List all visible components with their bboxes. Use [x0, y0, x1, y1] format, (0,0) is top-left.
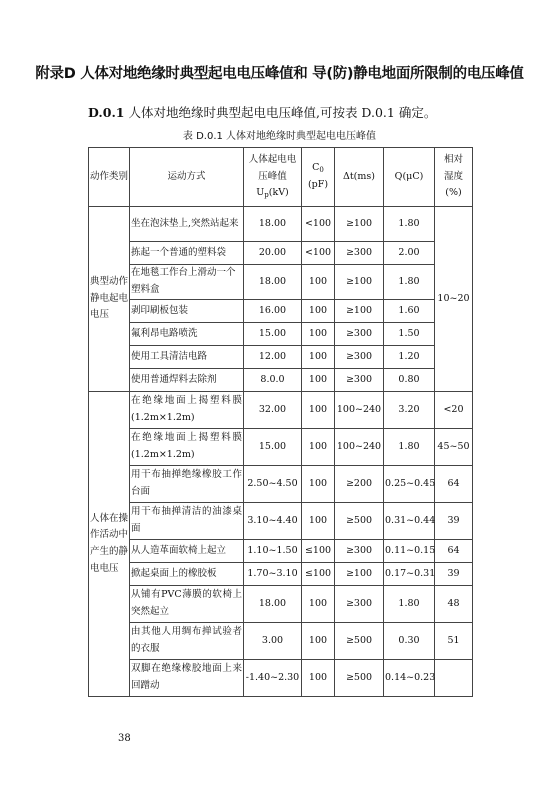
motion-cell: 剥印刷板包装: [130, 300, 244, 323]
capacitance-cell: 100: [302, 623, 335, 660]
table-row: [89, 466, 473, 503]
capacitance-cell: 100: [302, 323, 335, 346]
voltage-table: [88, 147, 473, 697]
humidity-cell: 39: [435, 503, 473, 540]
motion-cell: 用干布抽掸绝缘橡胶工作台面: [130, 466, 244, 503]
humidity-cell: 64: [435, 466, 473, 503]
capacitance-cell: ≤100: [302, 563, 335, 586]
table-row: [89, 540, 473, 563]
time-cell: ≥100: [335, 207, 384, 242]
header-delta-time: Δt(ms): [335, 148, 384, 207]
charge-cell: 2.00: [384, 242, 435, 265]
table-row: [89, 369, 473, 392]
voltage-cell: 18.00: [244, 586, 302, 623]
clause-number: D.0.1: [88, 105, 125, 120]
table-row: [89, 346, 473, 369]
humidity-cell: 64: [435, 540, 473, 563]
motion-cell: 使用工具清洁电路: [130, 346, 244, 369]
charge-cell: 3.20: [384, 392, 435, 429]
charge-cell: 1.80: [384, 429, 435, 466]
capacitance-cell: 100: [302, 429, 335, 466]
voltage-cell: 18.00: [244, 265, 302, 300]
capacitance-cell: 100: [302, 466, 335, 503]
table-header-row: [89, 148, 473, 207]
motion-cell: 双脚在绝缘橡胶地面上来回蹭动: [130, 660, 244, 697]
motion-cell: 从人造革面软椅上起立: [130, 540, 244, 563]
header-action-category: 动作类别: [89, 148, 130, 207]
motion-cell: 拣起一个普通的塑料袋: [130, 242, 244, 265]
voltage-cell: 8.0.0: [244, 369, 302, 392]
voltage-cell: 3.10~4.40: [244, 503, 302, 540]
voltage-cell: -1.40~2.30: [244, 660, 302, 697]
table-caption: 表 D.0.1 人体对地绝缘时典型起电电压峰值: [182, 131, 377, 142]
time-cell: ≥500: [335, 660, 384, 697]
capacitance-cell: 100: [302, 392, 335, 429]
voltage-cell: 16.00: [244, 300, 302, 323]
motion-cell: 坐在泡沫垫上,突然站起来: [130, 207, 244, 242]
time-cell: ≥500: [335, 503, 384, 540]
motion-cell: 从铺有PVC薄膜的软椅上突然起立: [130, 586, 244, 623]
capacitance-cell: 100: [302, 265, 335, 300]
table-row: [89, 300, 473, 323]
table-row: [89, 660, 473, 697]
table-row: [89, 207, 473, 242]
time-cell: ≥100: [335, 300, 384, 323]
humidity-cell: 45~50: [435, 429, 473, 466]
humidity-cell: <20: [435, 392, 473, 429]
header-relative-humidity: 相对 湿度 (%): [435, 148, 473, 207]
motion-cell: 在绝缘地面上揭塑料膜(1.2m×1.2m): [130, 392, 244, 429]
voltage-cell: 1.10~1.50: [244, 540, 302, 563]
voltage-cell: 3.00: [244, 623, 302, 660]
time-cell: ≥500: [335, 623, 384, 660]
charge-cell: 0.11~0.15: [384, 540, 435, 563]
capacitance-cell: 100: [302, 369, 335, 392]
motion-cell: 用干布抽掸清洁的油漆桌面: [130, 503, 244, 540]
time-cell: ≥300: [335, 540, 384, 563]
capacitance-cell: 100: [302, 503, 335, 540]
capacitance-cell: <100: [302, 207, 335, 242]
voltage-cell: 32.00: [244, 392, 302, 429]
charge-cell: 0.17~0.31: [384, 563, 435, 586]
table-row: [89, 392, 473, 429]
time-cell: ≥200: [335, 466, 384, 503]
intro-text: 人体对地绝缘时典型起电电压峰值,可按表 D.0.1 确定。: [124, 105, 437, 120]
voltage-cell: 2.50~4.50: [244, 466, 302, 503]
motion-cell: 掀起桌面上的橡胶板: [130, 563, 244, 586]
charge-cell: 1.20: [384, 346, 435, 369]
charge-cell: 1.60: [384, 300, 435, 323]
charge-cell: 0.30: [384, 623, 435, 660]
charge-cell: 0.14~0.23: [384, 660, 435, 697]
header-charge: Q(μC): [384, 148, 435, 207]
charge-cell: 0.80: [384, 369, 435, 392]
voltage-cell: 12.00: [244, 346, 302, 369]
humidity-cell: 51: [435, 623, 473, 660]
page-title: 附录D 人体对地绝缘时典型起电电压峰值和 导(防)静电地面所限制的电压峰值: [35, 66, 524, 82]
voltage-cell: 20.00: [244, 242, 302, 265]
group-label-typical: 典型动作静电起电电压: [89, 207, 130, 392]
table-row: [89, 563, 473, 586]
humidity-cell-group: 10~20: [435, 207, 473, 392]
table-row: [89, 323, 473, 346]
charge-cell: 0.31~0.44: [384, 503, 435, 540]
capacitance-cell: 100: [302, 346, 335, 369]
page-number: 38: [118, 733, 131, 744]
header-voltage-peak: 人体起电电 压峰值 $U_p(kV)$: [244, 148, 302, 207]
capacitance-cell: ≤100: [302, 540, 335, 563]
humidity-cell: [435, 660, 473, 697]
time-cell: ≥300: [335, 323, 384, 346]
header-motion-mode: 运动方式: [130, 148, 244, 207]
motion-cell: 在绝缘地面上揭塑料膜(1.2m×1.2m): [130, 429, 244, 466]
charge-cell: 1.50: [384, 323, 435, 346]
time-cell: ≥100: [335, 563, 384, 586]
group-label-operation: 人体在操作活动中产生的静电电压: [89, 392, 130, 697]
charge-cell: 1.80: [384, 207, 435, 242]
table-row: [89, 265, 473, 300]
capacitance-cell: 100: [302, 300, 335, 323]
charge-cell: 1.80: [384, 586, 435, 623]
motion-cell: 在地毯工作台上滑动一个塑料盒: [130, 265, 244, 300]
intro-paragraph: [88, 103, 436, 121]
table-row: [89, 586, 473, 623]
motion-cell: 使用普通焊料去除剂: [130, 369, 244, 392]
humidity-cell: 48: [435, 586, 473, 623]
voltage-cell: 15.00: [244, 323, 302, 346]
time-cell: 100~240: [335, 429, 384, 466]
time-cell: 100~240: [335, 392, 384, 429]
charge-cell: 0.25~0.45: [384, 466, 435, 503]
capacitance-cell: 100: [302, 660, 335, 697]
capacitance-cell: 100: [302, 586, 335, 623]
voltage-cell: 18.00: [244, 207, 302, 242]
time-cell: ≥100: [335, 265, 384, 300]
voltage-cell: 15.00: [244, 429, 302, 466]
time-cell: ≥300: [335, 586, 384, 623]
capacitance-cell: <100: [302, 242, 335, 265]
humidity-cell: 39: [435, 563, 473, 586]
time-cell: ≥300: [335, 242, 384, 265]
voltage-cell: 1.70~3.10: [244, 563, 302, 586]
header-capacitance: $C_0$ (pF): [302, 148, 335, 207]
table-row: [89, 242, 473, 265]
time-cell: ≥300: [335, 346, 384, 369]
table-row: [89, 429, 473, 466]
motion-cell: 由其他人用绸布掸试验者的衣服: [130, 623, 244, 660]
time-cell: ≥300: [335, 369, 384, 392]
motion-cell: 氟利昂电路喷洗: [130, 323, 244, 346]
table-row: [89, 623, 473, 660]
charge-cell: 1.80: [384, 265, 435, 300]
table-row: [89, 503, 473, 540]
